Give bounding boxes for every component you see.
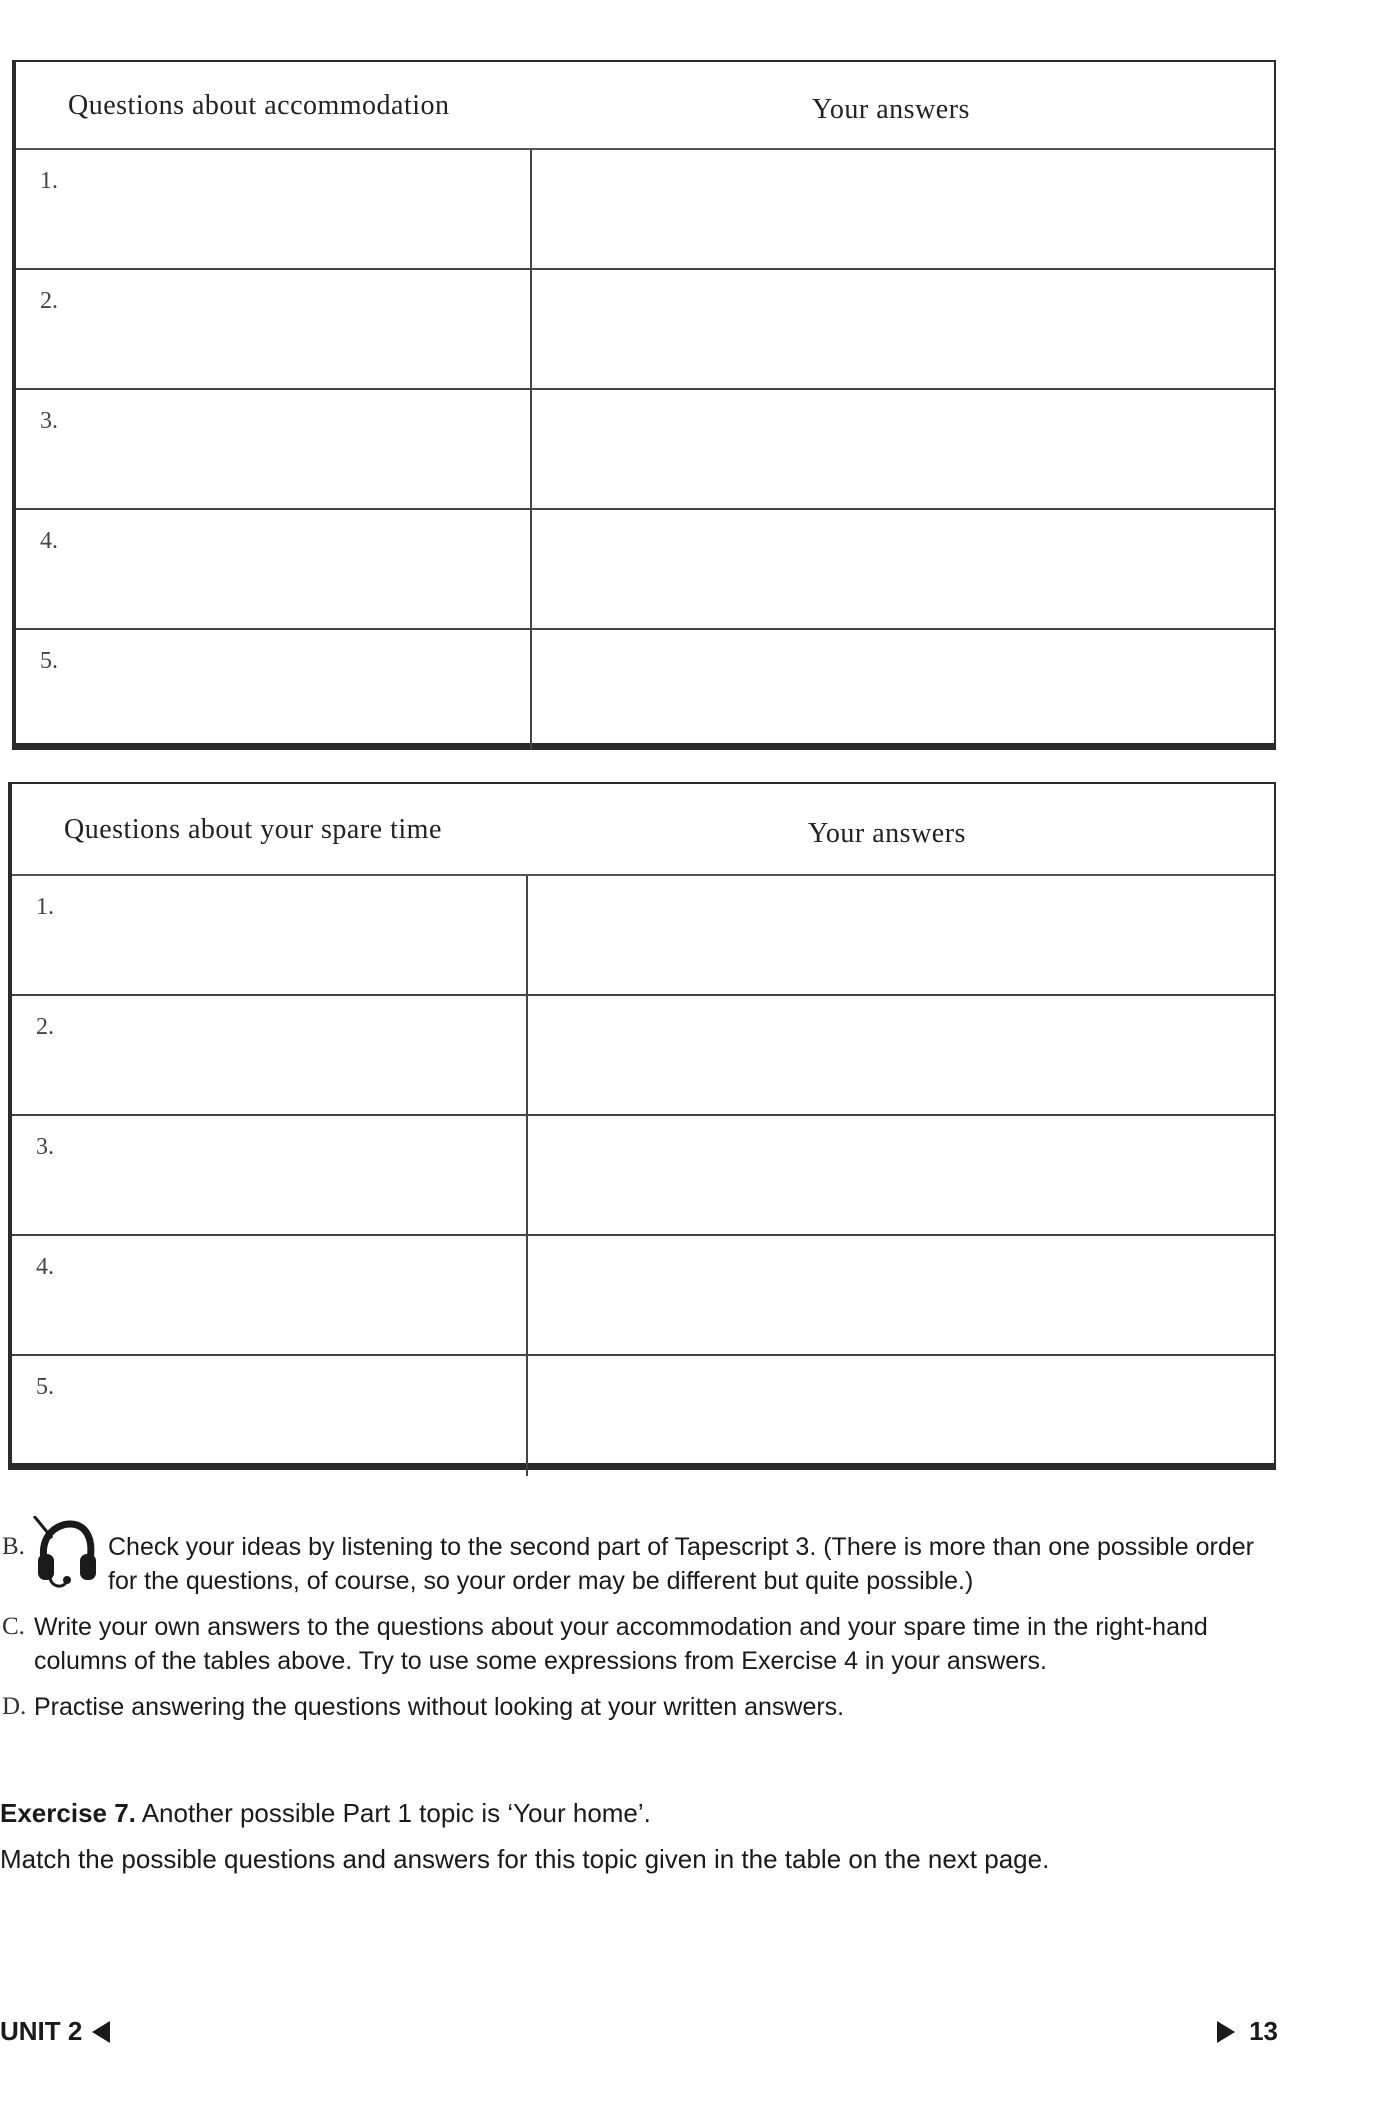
exercise-line-2: Match the possible questions and answers for this topic given in the table on the next page.: [0, 1844, 1050, 1874]
answer-cell[interactable]: [532, 630, 1274, 750]
item-label: B.: [2, 1533, 25, 1560]
item-text: Write your own answers to the questions about your accommodation and your spare time in the right-hand columns of the tables above. Try to use some expressions from Exercise 4 in your answers.: [34, 1613, 1208, 1675]
table-row: [16, 390, 1274, 510]
table-row: [12, 1236, 1274, 1356]
question-cell: [12, 1236, 528, 1354]
headphones-icon: [30, 1516, 100, 1590]
row-number: 4.: [40, 528, 58, 554]
table-row: [16, 630, 1274, 750]
answer-cell[interactable]: [528, 996, 1274, 1114]
table-row: [16, 150, 1274, 270]
item-text: Check your ideas by listening to the second part of Tapescript 3. (There is more than one possible order for the questions, of course, so your order may be different but quite possible.): [108, 1533, 1254, 1595]
row-number: 5.: [36, 1374, 54, 1400]
table-row: [12, 1116, 1274, 1236]
table-header: [16, 62, 1274, 150]
question-cell: [12, 1116, 528, 1234]
item-label: C.: [2, 1613, 25, 1640]
exercise-7: [0, 1790, 1049, 1882]
item-label: D.: [2, 1693, 27, 1720]
accommodation-table: [12, 60, 1276, 750]
header-answers: Your answers: [808, 818, 966, 849]
answer-cell[interactable]: [528, 876, 1274, 994]
table-header: [12, 784, 1274, 876]
footer-page: [1217, 2016, 1278, 2047]
question-cell: [16, 390, 532, 508]
question-cell: [12, 1356, 528, 1476]
row-number: 1.: [36, 894, 54, 920]
triangle-right-icon: [1217, 2021, 1235, 2043]
page-number: 13: [1249, 2016, 1278, 2046]
answer-cell[interactable]: [532, 510, 1274, 628]
row-number: 4.: [36, 1254, 54, 1280]
answer-cell[interactable]: [532, 390, 1274, 508]
question-cell: [16, 270, 532, 388]
question-cell: [16, 150, 532, 268]
unit-label: UNIT 2: [0, 2016, 83, 2046]
row-number: 3.: [36, 1134, 54, 1160]
header-questions: Questions about your spare time: [64, 814, 442, 845]
table-row: [12, 876, 1274, 996]
row-number: 2.: [40, 288, 58, 314]
table-row: [12, 1356, 1274, 1476]
answer-cell[interactable]: [528, 1356, 1274, 1476]
question-cell: [16, 630, 532, 750]
header-answers: Your answers: [812, 94, 970, 125]
question-cell: [12, 996, 528, 1114]
row-number: 1.: [40, 168, 58, 194]
row-number: 2.: [36, 1014, 54, 1040]
answer-cell[interactable]: [528, 1116, 1274, 1234]
footer-unit: [0, 2016, 110, 2047]
table-row: [16, 270, 1274, 390]
spare-time-table: [8, 782, 1276, 1470]
triangle-left-icon: [92, 2021, 110, 2043]
question-cell: [12, 876, 528, 994]
item-text: Practise answering the questions without looking at your written answers.: [34, 1693, 845, 1721]
answer-cell[interactable]: [528, 1236, 1274, 1354]
table-row: [16, 510, 1274, 630]
answer-cell[interactable]: [532, 270, 1274, 388]
table-row: [12, 996, 1274, 1116]
row-number: 3.: [40, 408, 58, 434]
header-questions: Questions about accommodation: [68, 90, 450, 121]
exercise-title: Exercise 7.: [0, 1798, 136, 1828]
row-number: 5.: [40, 648, 58, 674]
question-cell: [16, 510, 532, 628]
exercise-intro: Another possible Part 1 topic is ‘Your home’.: [141, 1798, 651, 1828]
answer-cell[interactable]: [532, 150, 1274, 268]
exercise-line-1: [0, 1790, 1049, 1836]
